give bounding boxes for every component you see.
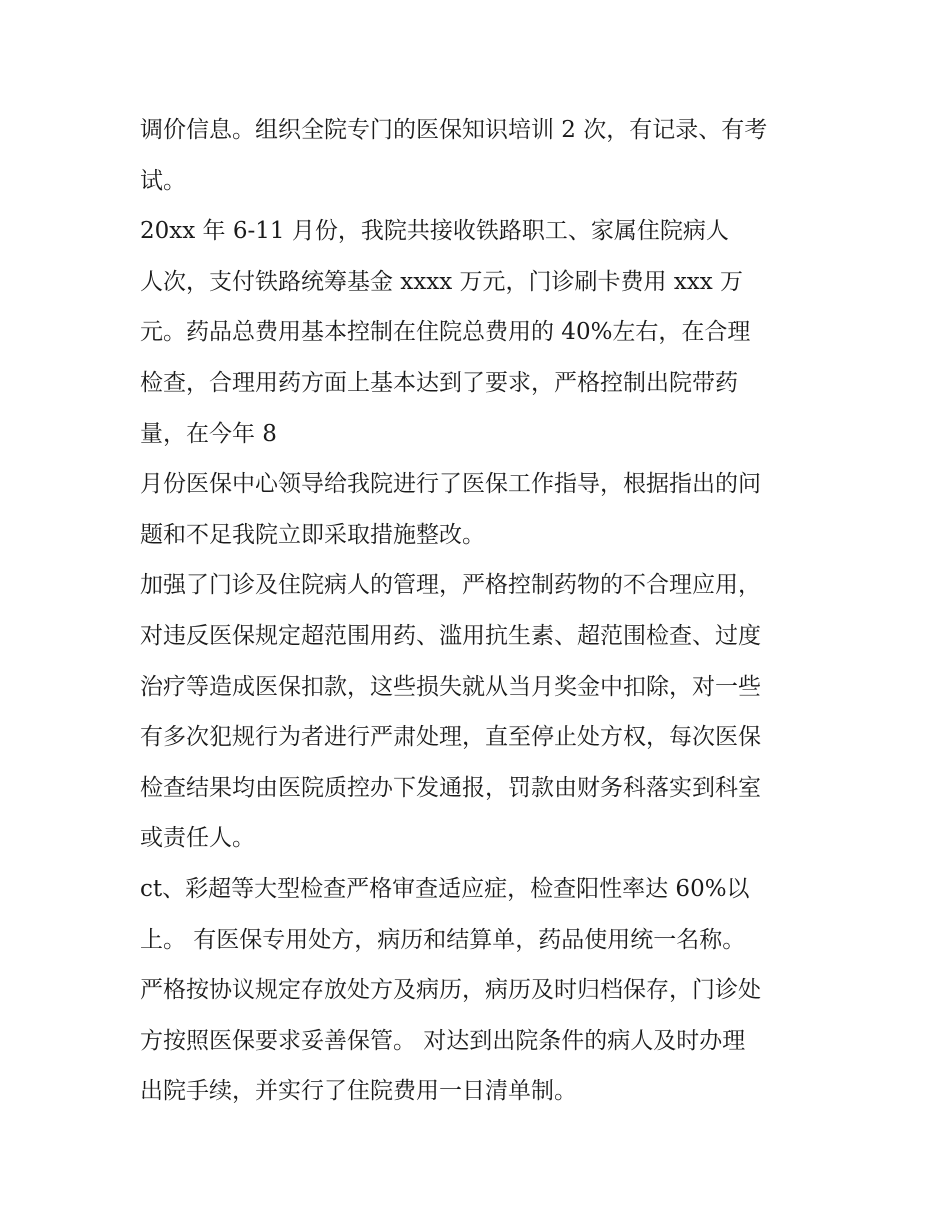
text-line: 量，在今年 8 <box>140 420 277 447</box>
text-line: 20xx 年 6-11 月份，我院共接收铁路职工、家属住院病人 <box>140 218 729 245</box>
text-line: 对违反医保规定超范围用药、滥用抗生素、超范围检查、过度 <box>140 622 761 649</box>
text-line: ct、彩超等大型检查严格审查适应症，检查阳性率达 60%以 <box>140 875 750 902</box>
document-body <box>140 105 820 1117</box>
text-line: 严格按协议规定存放处方及病历，病历及时归档保存，门诊处 <box>140 977 761 1004</box>
text-line: 元。药品总费用基本控制在住院总费用的 40%左右，在合理 <box>140 319 751 346</box>
text-line: 检查，合理用药方面上基本达到了要求，严格控制出院带药 <box>140 369 738 396</box>
text-line: 加强了门诊及住院病人的管理，严格控制药物的不合理应用， <box>140 572 761 599</box>
text-line: 有多次犯规行为者进行严肃处理，直至停止处方权，每次医保 <box>140 724 761 751</box>
text-line: 方按照医保要求妥善保管。 对达到出院条件的病人及时办理 <box>140 1027 746 1054</box>
text-line: 题和不足我院立即采取措施整改。 <box>140 521 485 548</box>
text-line: 治疗等造成医保扣款，这些损失就从当月奖金中扣除，对一些 <box>140 673 761 700</box>
text-line: 检查结果均由医院质控办下发通报，罚款由财务科落实到科室 <box>140 774 761 801</box>
text-line: 月份医保中心领导给我院进行了医保工作指导，根据指出的问 <box>140 471 761 498</box>
text-line: 人次，支付铁路统筹基金 xxxx 万元，门诊刷卡费用 xxx 万 <box>140 268 744 295</box>
text-line: 或责任人。 <box>140 825 255 852</box>
text-line: 出院手续，并实行了住院费用一日清单制。 <box>140 1078 577 1105</box>
text-line: 试。 <box>140 167 186 194</box>
text-line: 调价信息。组织全院专门的医保知识培训 2 次，有记录、有考 <box>140 117 768 143</box>
text-line: 上。 有医保专用处方，病历和结算单，药品使用统一名称。 <box>140 926 746 953</box>
